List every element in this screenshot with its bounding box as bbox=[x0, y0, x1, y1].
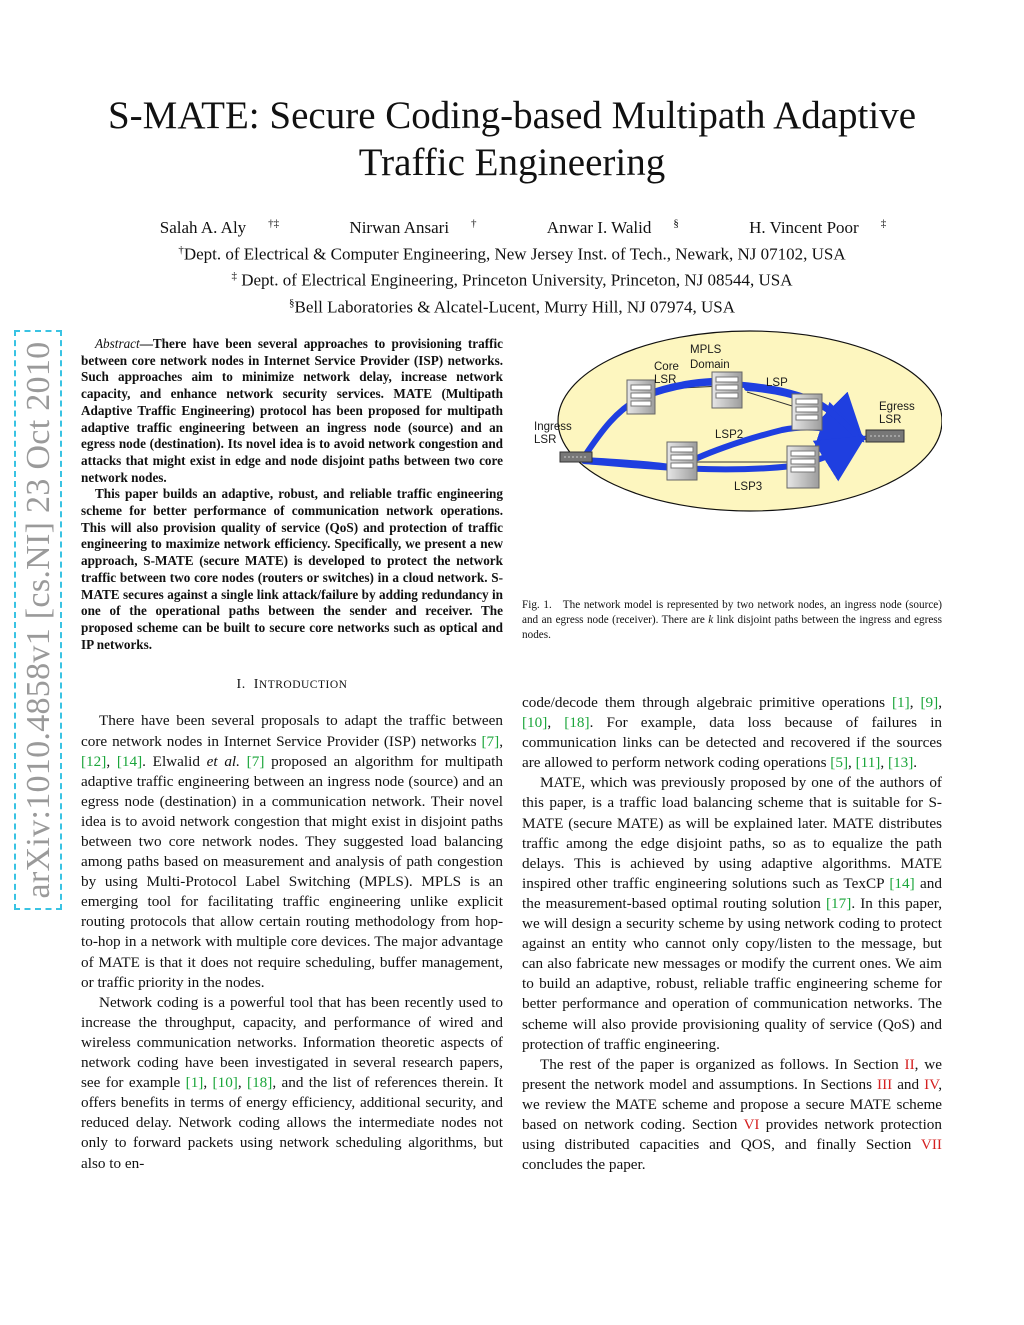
affiliation: †Dept. of Electrical & Computer Engineering, New Jersey Inst. of Tech., Newark, NJ 07102, USA bbox=[178, 243, 846, 264]
body-paragraph: The rest of the paper is organized as follows. In Section II, we present the network model and assumptions. In Sections III and IV, we review the MATE scheme and propose a secure MATE scheme based on network coding. Section VI provides network protection using distributed capacities and QOS, and finally Section VII concludes the paper. bbox=[522, 1055, 942, 1174]
abstract-paragraph: Abstract—There have been several approaches to provisioning traffic between core network nodes in Internet Service Provider (ISP) networks. Such approaches aim to minimize network delay, increase network capacity, and enhance network security services. MATE (Multipath Adaptive Traffic Engineering) protocol has been proposed for multipath adaptive traffic engineering between an ingress node (source) and an egress node (destination). Its novel idea is to avoid network congestion and attacks that might exist in edge and node disjoint paths between two core network nodes. bbox=[81, 336, 503, 485]
citation-link[interactable]: [7] bbox=[246, 752, 265, 770]
section-link[interactable]: VII bbox=[920, 1136, 942, 1154]
figure-caption: Fig. 1. The network model is represented by two network nodes, an ingress node (source) and an egress node (receiver). There are k link disjoint paths between the ingress and egress nodes. bbox=[522, 599, 943, 642]
core-router bbox=[627, 380, 655, 414]
citation-link[interactable]: [10] bbox=[212, 1074, 238, 1092]
author: Nirwan Ansari † bbox=[349, 217, 477, 237]
citation-link[interactable]: [11] bbox=[855, 754, 881, 772]
section-link[interactable]: VI bbox=[743, 1115, 760, 1133]
body-paragraph: There have been several proposals to adapt the traffic between core network nodes in Internet Service Provider (ISP) networks [7], [12], [14]. Elwalid et al. [7] proposed an algorithm for multipath adaptive traffic engineering between an ingress node (source) and an egress node (destination) in a communication network. Their novel idea is to avoid network congestion that might exist in disjoint paths between two core network nodes. They suggested load balancing among paths based on measurement and analysis of path congestion by using Multi-Protocol Label Switching (MPLS). MPLS is an emerging tool for facilitating traffic engineering unlike explicit routing protocols that allow certain routing methodology from hop-to-hop in a network with multiple core devices. The major advantage of MATE is that it does not require scheduling, buffer management, or traffic priority in the nodes. bbox=[81, 712, 503, 991]
right-column bbox=[522, 693, 942, 1175]
core-router bbox=[667, 442, 697, 480]
author: Salah A. Aly †‡ bbox=[159, 217, 280, 237]
introduction-body bbox=[81, 711, 503, 1173]
label-ingress-lsr: LSR bbox=[534, 434, 557, 446]
citation-link[interactable]: [17] bbox=[826, 894, 852, 912]
section-link[interactable]: IV bbox=[924, 1075, 939, 1093]
body-paragraph: Network coding is a powerful tool that has been recently used to increase the throughput, capacity, and performance of wired and wireless communication networks. Information theoretic aspects of network coding have been investigated in several research papers, see for example [1], [10], [18], and the list of references therein. It offers benefits in terms of energy efficiency, additional security, and reduced delay. Network coding allows the intermediate nodes not only to forward packets using network scheduling algorithms, but also to en- bbox=[81, 993, 504, 1172]
label-lsp: LSP bbox=[766, 377, 788, 389]
abstract bbox=[81, 336, 503, 653]
label-mpls: MPLS bbox=[690, 344, 722, 356]
left-column bbox=[81, 336, 503, 1174]
right-body bbox=[522, 693, 942, 1175]
abstract-paragraph: This paper builds an adaptive, robust, and reliable traffic engineering scheme for better performance of communication network operations. This will also provision quality of service (QoS) and protection of traffic engineering to maximize network efficiency. Specifically, we present a new approach, S-MATE (secure MATE) is developed to protect the network traffic between two core nodes (routers or switches) in a cloud network. S-MATE secures against a single link attack/failure by adding redundancy in one of the operational paths between the sender and receiver. The proposed scheme can be built to secure core networks such as optical and IP networks. bbox=[81, 486, 503, 652]
citation-link[interactable]: [5] bbox=[830, 754, 849, 772]
paper-title bbox=[60, 92, 964, 186]
section-link[interactable]: II bbox=[904, 1055, 915, 1073]
author: Anwar I. Walid § bbox=[546, 217, 679, 237]
section-heading-introduction: I. INTRODUCTION bbox=[236, 677, 348, 693]
label-core-lsr: LSR bbox=[654, 374, 677, 386]
core-router bbox=[787, 446, 819, 488]
body-paragraph: MATE, which was previously proposed by one of the authors of this paper, is a traffic load balancing scheme that is suitable for S-MATE (secure MATE) as will be explained later. MATE distributes traffic among the edge disjoint paths, so as to equalize the path delays. This is achieved by using adaptive algorithms. MATE inspired other traffic engineering solutions such as TexCP [14] and the measurement-based optimal routing solution [17]. In this paper, we will design a security scheme by using network coding to protect against an entity who cannot only copy/listen to the message, but can also fabricate new messages or modify the current ones. We aim to build an adaptive, robust, reliable traffic engineering scheme for better performance and operation of communication networks. The scheme will also provide provisioning quality of service (QoS) and protection of traffic engineering. bbox=[522, 774, 942, 1053]
label-lsp2: LSP2 bbox=[715, 429, 744, 441]
title-line-2: Traffic Engineering bbox=[358, 141, 666, 184]
citation-link[interactable]: [7] bbox=[481, 732, 500, 750]
citation-link[interactable]: [13] bbox=[887, 754, 914, 772]
core-router bbox=[712, 372, 742, 408]
figure-network-model bbox=[522, 330, 942, 512]
citation-link[interactable]: [14] bbox=[116, 752, 143, 770]
label-lsp3: LSP3 bbox=[734, 481, 763, 493]
citation-link[interactable]: [9] bbox=[920, 694, 939, 711]
citation-link[interactable]: [1] bbox=[891, 694, 910, 711]
author-block bbox=[60, 212, 964, 319]
title-line-1: S-MATE: Secure Coding-based Multipath Adaptive bbox=[107, 94, 917, 137]
label-domain: Domain bbox=[690, 359, 730, 371]
author-names bbox=[60, 212, 964, 239]
network-diagram bbox=[522, 330, 942, 512]
affiliation: ‡ Dept. of Electrical Engineering, Princeton University, Princeton, NJ 08544, USA bbox=[231, 270, 793, 290]
citation-link[interactable]: [12] bbox=[81, 752, 107, 770]
citation-link[interactable]: [14] bbox=[889, 874, 915, 892]
citation-link[interactable]: [18] bbox=[564, 714, 590, 732]
caption-label: Fig. 1. bbox=[522, 599, 552, 611]
label-egress: Egress bbox=[879, 401, 915, 413]
arxiv-identifier[interactable]: arXiv:1010.4858v1 [cs.NI] 23 Oct 2010 bbox=[20, 341, 57, 899]
section-link[interactable]: III bbox=[877, 1075, 893, 1093]
citation-link[interactable]: [1] bbox=[185, 1074, 204, 1092]
egress-router bbox=[866, 430, 904, 442]
label-ingress: Ingress bbox=[534, 421, 572, 433]
author: H. Vincent Poor ‡ bbox=[749, 217, 887, 237]
citation-link[interactable]: [18] bbox=[247, 1074, 273, 1092]
label-egress-lsr: LSR bbox=[879, 414, 902, 426]
citation-link[interactable]: [10] bbox=[522, 714, 548, 732]
ingress-router bbox=[560, 452, 592, 462]
label-core: Core bbox=[654, 361, 679, 373]
italic-text: et al. bbox=[206, 752, 240, 770]
body-paragraph: code/decode them through algebraic primitive operations [1], [9], [10], [18]. For example, data loss because of failures in communication links can be detected and recovered if the sources are allowed to perform network coding operations [5], [11], [13]. bbox=[522, 694, 943, 772]
core-router bbox=[792, 394, 822, 430]
affiliation: §Bell Laboratories & Alcatel-Lucent, Murry Hill, NJ 07974, USA bbox=[289, 296, 735, 317]
